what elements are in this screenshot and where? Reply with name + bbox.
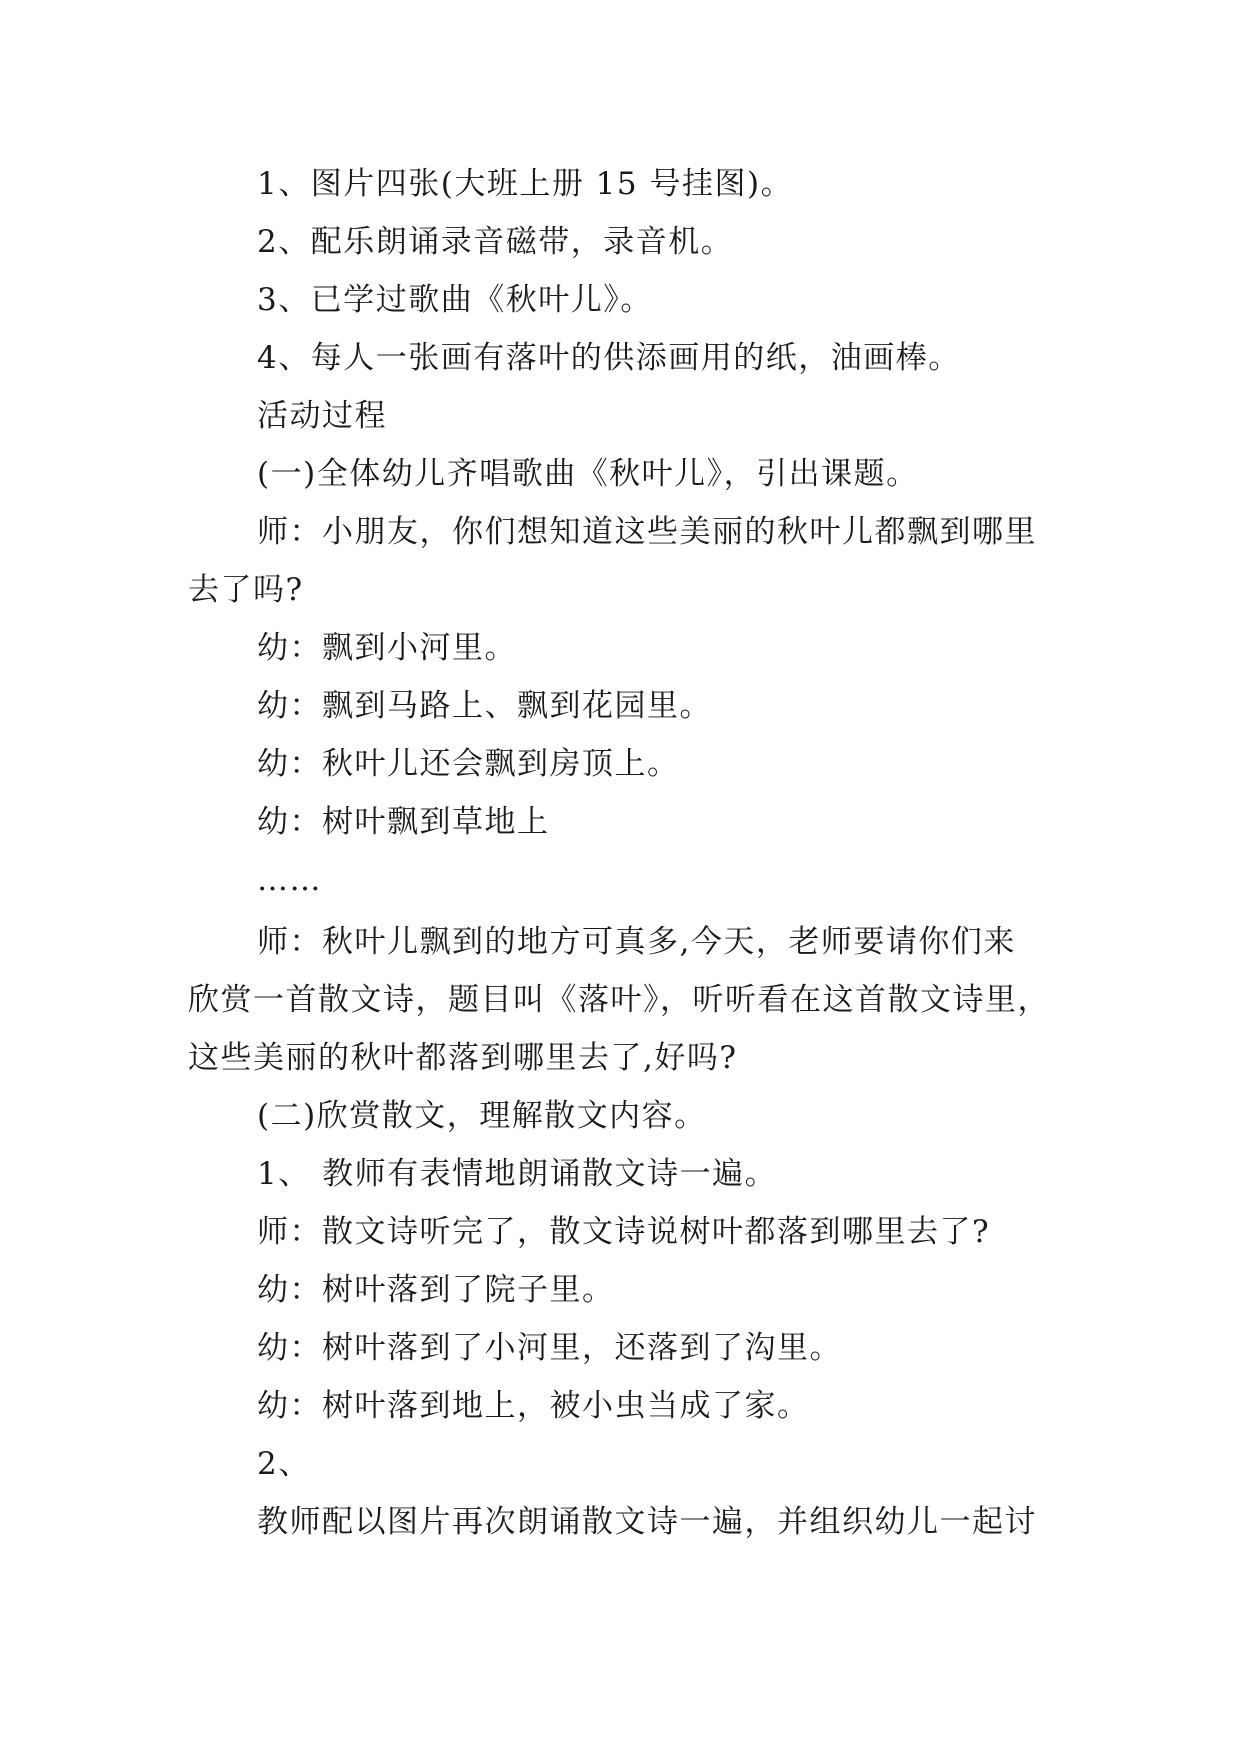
teacher-line-continued: 这些美丽的秋叶都落到哪里去了,好吗? bbox=[188, 1040, 738, 1076]
material-item-2: 2、配乐朗诵录音磁带，录音机。 bbox=[257, 224, 734, 260]
step-item-2-text: 教师配以图片再次朗诵散文诗一遍，并组织幼儿一起讨 bbox=[257, 1504, 1037, 1540]
child-line: 幼：树叶落到地上，被小虫当成了家。 bbox=[257, 1388, 810, 1424]
child-line: 幼：树叶落到了院子里。 bbox=[257, 1272, 615, 1308]
child-line: 幼：秋叶儿还会飘到房顶上。 bbox=[257, 746, 680, 782]
step-two-heading: (二)欣赏散文，理解散文内容。 bbox=[257, 1098, 707, 1134]
child-line: 幼：飘到马路上、飘到花园里。 bbox=[257, 688, 712, 724]
material-item-3: 3、已学过歌曲《秋叶儿》。 bbox=[257, 282, 653, 318]
material-item-1: 1、图片四张(大班上册 15 号挂图)。 bbox=[257, 166, 794, 202]
teacher-line-continued: 欣赏一首散文诗，题目叫《落叶》，听听看在这首散文诗里， bbox=[188, 982, 1050, 1018]
teacher-line: 师：小朋友，你们想知道这些美丽的秋叶儿都飘到哪里 bbox=[257, 514, 1037, 550]
teacher-line-continued: 去了吗? bbox=[188, 572, 304, 608]
ellipsis: …… bbox=[257, 862, 322, 898]
child-line: 幼：树叶飘到草地上 bbox=[257, 804, 550, 840]
material-item-4: 4、每人一张画有落叶的供添画用的纸，油画棒。 bbox=[257, 340, 961, 376]
child-line: 幼：飘到小河里。 bbox=[257, 630, 517, 666]
section-heading-activity-process: 活动过程 bbox=[257, 398, 387, 434]
step-item-1: 1、 教师有表情地朗诵散文诗一遍。 bbox=[257, 1156, 778, 1192]
child-line: 幼：树叶落到了小河里，还落到了沟里。 bbox=[257, 1330, 842, 1366]
step-one-heading: (一)全体幼儿齐唱歌曲《秋叶儿》，引出课题。 bbox=[257, 456, 919, 492]
step-item-2-number: 2、 bbox=[257, 1446, 311, 1482]
teacher-line: 师：散文诗听完了，散文诗说树叶都落到哪里去了? bbox=[257, 1214, 991, 1250]
teacher-line: 师：秋叶儿飘到的地方可真多,今天，老师要请你们来 bbox=[257, 924, 1016, 960]
